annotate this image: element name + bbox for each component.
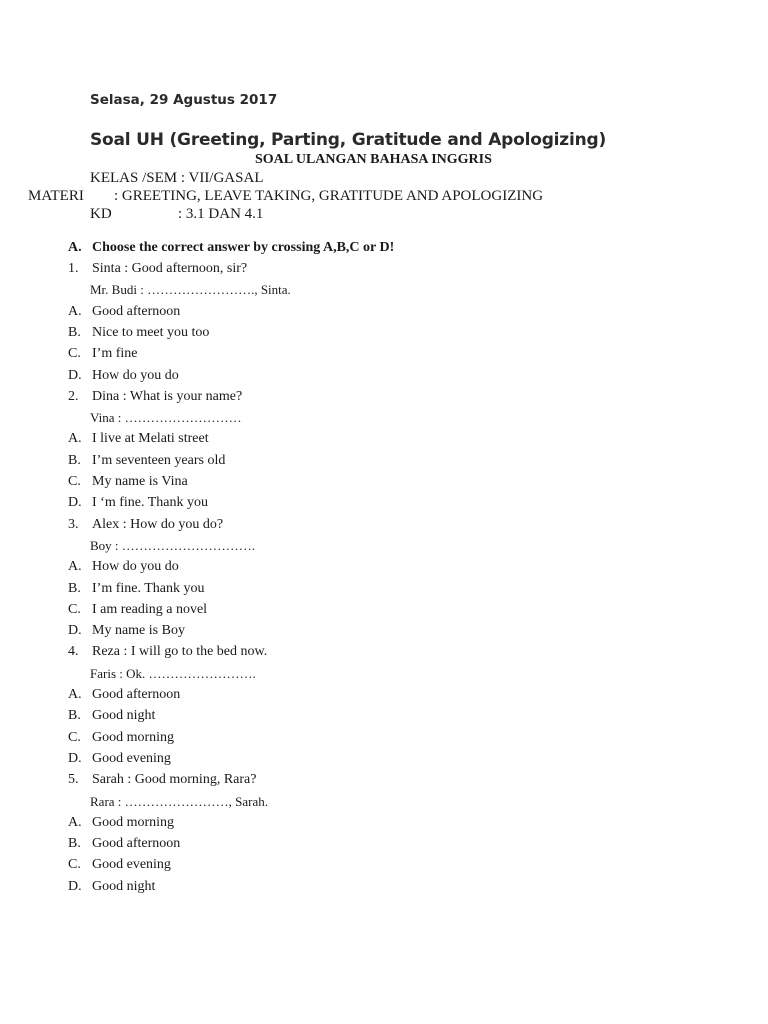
option-letter: C. — [68, 346, 81, 362]
option-text: Good afternoon — [92, 303, 181, 319]
kd-label: KD — [90, 206, 112, 222]
instruction-text: Choose the correct answer by crossing A,B,C or D! — [92, 240, 395, 255]
option-letter: B. — [68, 708, 81, 724]
option-letter: A. — [68, 814, 82, 830]
material-line — [28, 188, 543, 205]
question-dialog — [90, 794, 268, 810]
option-letter: C. — [68, 857, 81, 873]
option-text: Good evening — [92, 750, 171, 766]
option-text: I live at Melati street — [92, 431, 209, 447]
answer-option — [68, 730, 174, 746]
dialog-text: Mr. Budi : ……………………., Sinta. — [90, 282, 291, 298]
answer-option — [68, 368, 179, 384]
option-text: Good afternoon — [92, 836, 181, 852]
answer-option — [68, 431, 209, 447]
answer-option — [68, 325, 209, 341]
answer-option — [68, 857, 171, 873]
option-text: I’m seventeen years old — [92, 452, 226, 468]
question-text: Alex : How do you do? — [92, 516, 224, 532]
answer-option — [68, 751, 171, 767]
question-number: 1. — [68, 261, 79, 276]
answer-option — [68, 304, 180, 320]
material-value: : GREETING, LEAVE TAKING, GRATITUDE AND APOLOGIZING — [114, 188, 544, 204]
answer-option — [68, 687, 180, 703]
answer-option — [68, 708, 155, 724]
option-letter: C. — [68, 729, 81, 745]
option-letter: A. — [68, 559, 82, 575]
answer-option — [68, 623, 185, 639]
option-text: I ‘m fine. Thank you — [92, 495, 208, 511]
option-letter: D. — [68, 878, 82, 894]
question-text: Reza : I will go to the bed now. — [92, 644, 268, 660]
option-text: How do you do — [92, 559, 179, 575]
option-letter: C. — [68, 474, 81, 489]
question-dialog — [90, 282, 291, 298]
option-letter: B. — [68, 580, 81, 596]
exam-subtitle: SOAL ULANGAN BAHASA INGGRIS — [255, 152, 492, 167]
answer-option — [68, 879, 155, 895]
option-text: My name is Boy — [92, 623, 185, 639]
exam-date: Selasa, 29 Agustus 2017 — [90, 92, 278, 108]
answer-option — [68, 453, 225, 469]
option-letter: A. — [68, 303, 82, 319]
answer-option — [68, 559, 179, 575]
dialog-text: Faris : Ok. ……………………. — [90, 665, 256, 681]
option-text: Nice to meet you too — [92, 324, 210, 340]
instruction — [68, 240, 394, 256]
option-text: My name is Vina — [92, 474, 188, 489]
question-text: Sinta : Good afternoon, sir? — [92, 261, 248, 276]
question-prompt — [68, 261, 247, 277]
answer-option — [68, 581, 205, 597]
question-dialog — [90, 666, 256, 682]
question-number: 3. — [68, 516, 79, 532]
option-letter: A. — [68, 431, 82, 447]
option-text: I’m fine — [92, 346, 138, 362]
question-number: 4. — [68, 644, 79, 660]
instruction-marker: A. — [68, 240, 82, 255]
option-text: I’m fine. Thank you — [92, 580, 205, 596]
option-letter: B. — [68, 452, 81, 468]
answer-option — [68, 602, 207, 618]
question-text: Dina : What is your name? — [92, 388, 243, 404]
question-prompt — [68, 772, 256, 788]
question-number: 2. — [68, 388, 79, 404]
option-text: Good night — [92, 708, 156, 724]
option-letter: D. — [68, 495, 82, 511]
question-prompt — [68, 644, 267, 660]
material-label: MATERI — [28, 188, 84, 204]
option-letter: A. — [68, 687, 82, 702]
dialog-text: Vina : ……………………… — [90, 410, 242, 426]
option-text: I am reading a novel — [92, 601, 208, 617]
kd-value: : 3.1 DAN 4.1 — [178, 206, 264, 222]
question-text: Sarah : Good morning, Rara? — [92, 772, 257, 788]
question-dialog — [90, 410, 242, 426]
option-text: Good afternoon — [92, 687, 181, 702]
dialog-text: Boy : …………………………. — [90, 537, 256, 553]
dialog-text: Rara : ……………………, Sarah. — [90, 793, 269, 809]
option-text: Good morning — [92, 729, 175, 745]
answer-option — [68, 495, 208, 511]
option-text: Good morning — [92, 814, 175, 830]
answer-option — [68, 815, 174, 831]
question-prompt — [68, 517, 223, 533]
answer-option — [68, 346, 137, 362]
document-title: Soal UH (Greeting, Parting, Gratitude and Apologizing) — [90, 130, 607, 150]
option-letter: D. — [68, 623, 82, 639]
option-letter: B. — [68, 324, 81, 340]
question-prompt — [68, 389, 242, 405]
option-letter: C. — [68, 601, 81, 617]
option-letter: D. — [68, 367, 82, 383]
question-dialog — [90, 538, 255, 554]
option-text: Good night — [92, 878, 156, 894]
class-semester: KELAS /SEM : VII/GASAL — [90, 170, 264, 186]
kd-line — [90, 206, 263, 223]
answer-option — [68, 474, 188, 490]
option-letter: B. — [68, 836, 81, 852]
answer-option — [68, 836, 180, 852]
question-number: 5. — [68, 772, 79, 788]
option-text: How do you do — [92, 367, 179, 383]
option-letter: D. — [68, 750, 82, 766]
option-text: Good evening — [92, 857, 171, 873]
